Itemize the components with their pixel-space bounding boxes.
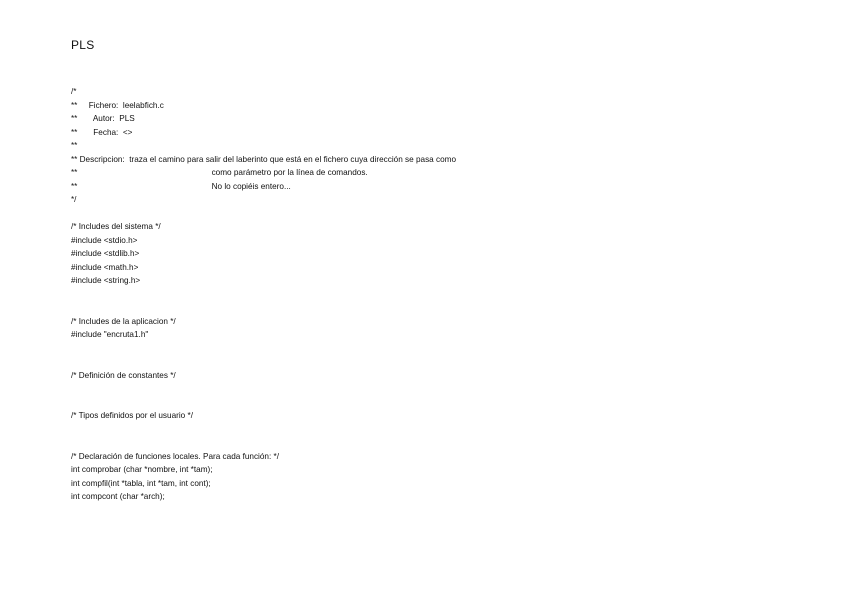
code-line	[71, 423, 456, 437]
code-line	[71, 288, 456, 302]
code-line: /* Tipos definidos por el usuario */	[71, 411, 193, 420]
source-code-block	[71, 85, 456, 504]
code-line: #include <stdio.h>	[71, 235, 138, 245]
code-line: ** como parámetro por la línea de comandos.	[71, 168, 368, 177]
code-line: int comprobar (char *nombre, int *tam);	[71, 465, 213, 474]
code-line: /* Includes de la aplicacion */	[71, 316, 176, 326]
code-line	[71, 436, 456, 450]
code-line	[71, 301, 456, 315]
code-line: ** Fichero: leelabfich.c	[71, 100, 164, 110]
code-line: ** Fecha: <>	[71, 127, 133, 137]
code-line: #include "encruta1.h"	[71, 330, 149, 339]
code-line	[71, 355, 456, 369]
code-line	[71, 396, 456, 410]
code-line: /*	[71, 87, 77, 96]
code-line	[71, 207, 456, 221]
code-line: #include <math.h>	[71, 262, 139, 272]
code-line: */	[71, 195, 77, 204]
code-line: ** Autor: PLS	[71, 114, 135, 123]
code-line: ** No lo copiéis entero...	[71, 181, 291, 191]
code-line: /* Definición de constantes */	[71, 370, 176, 380]
code-line: /* Declaración de funciones locales. Para cada función: */	[71, 451, 279, 461]
code-line: #include <stdlib.h>	[71, 249, 140, 258]
code-line: **	[71, 141, 78, 150]
code-line	[71, 342, 456, 356]
code-line: ** Descripcion: traza el camino para salir del laberinto que está en el fichero cuya dirección se pasa como	[71, 154, 457, 164]
code-line: /* Includes del sistema */	[71, 222, 161, 231]
code-line: int compcont (char *arch);	[71, 492, 165, 501]
code-line: #include <string.h>	[71, 276, 141, 285]
page-title: PLS	[71, 38, 95, 52]
code-line: int compfil(int *tabla, int *tam, int cont);	[71, 478, 211, 488]
code-line	[71, 382, 456, 396]
